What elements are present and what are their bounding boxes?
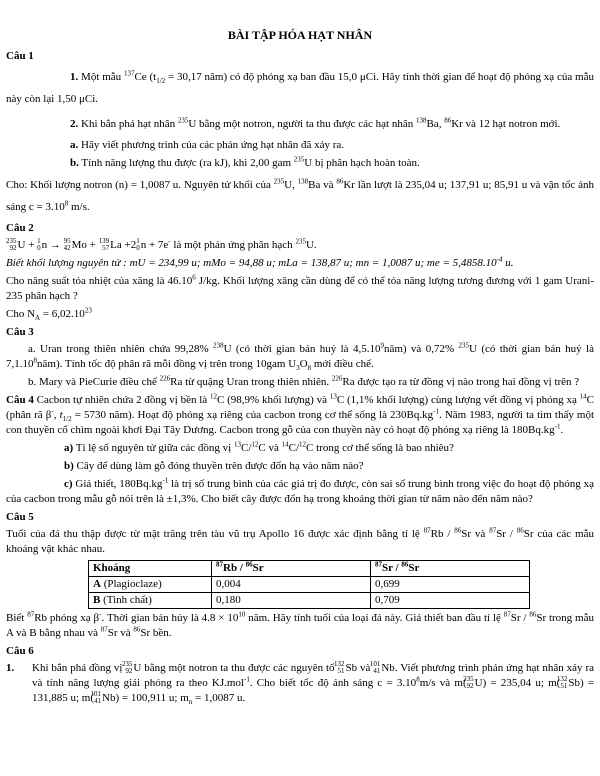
cau2-heading: Câu 2 [6, 222, 34, 234]
table-cell: 0,709 [371, 593, 530, 609]
cau3-b: b. Mary và PieCurie điều chế $^{226}$Ra từ quặng Uran trong thiên nhiên. $^{226}$Ra được tạo ra từ đồng vị nào trong hai đồng vị trên ? [28, 374, 580, 388]
cau6-q1: 1. Khi bắn phá đồng vị 235 92U bằng một notron ta thu được các nguyên tố 132 51Sb và 101 41Nb. Viết phương trình phản ứng hạt nhân xảy ra và tính năng lượng giải phóng ra theo KJ.mol$^{-1}$. Cho biết tốc độ ánh sáng $c = 3.10^8m/s$ và m(235 92U) = 235,04 u; m(132 51Sb) = 131,885 u; m(101 41Nb) = 100,911 u; $m_n = 1,0087$ u. [6, 660, 595, 707]
cau1-heading: Câu 1 [6, 50, 34, 62]
cau5-intro: Tuổi của đá thu thập được từ mặt trăng trên tàu vũ trụ Apollo 16 được xác định bằng tỉ lệ $^{87}$Rb / $^{86}$Sr và $^{87}$Sr / $^{86}$Sr của các mẫu khoáng vật khác nhau. [6, 526, 594, 555]
cau4-qb: b) Cây để dùng làm gỗ đóng thuyền trên được đốn hạ vào năm nào? [64, 460, 364, 472]
cau1-q1: 1. Một mẫu $^{137}$Ce ($t_{1/2} = 30,17$ năm) có độ phóng xạ ban đầu 15,0 μCi. Hãy tính thời gian để hoạt độ phóng xạ của mẫu này còn lại 1,50 μCi. [6, 69, 594, 105]
table-cell: A (Plagioclaze) [89, 577, 212, 593]
cau1-qb: b. Tính năng lượng thu được (ra kJ), khi 2,00 gam $^{235}$U bị phân hạch hoàn toàn. [70, 155, 420, 169]
page-title: BÀI TẬP HÓA HẠT NHÂN [227, 28, 373, 42]
cau3-a: a. Uran trong thiên nhiên chứa 99,28% $^{238}$U (có thời gian bán huỷ là 4,5.10$^9$năm) và 0,72% $^{235}$U (có thời gian bán huỷ là 7,1.10$^8$năm). Tính tốc độ phân rã mỗi đồng vị trên trong 10gam $U_3O_8$ mới điều chế. [6, 341, 594, 373]
table-cell: B (Tinh chất) [89, 593, 212, 609]
cau2-avogadro: Cho $N_A = 6,02.10^{23}$ [6, 306, 92, 323]
cau2-equation: 235 92U + 1 0n → 95 42Mo + 139 57La +21 0n + 7e- là một phản ứng phân hạch $^{235}$U. [6, 237, 317, 253]
cau5-after: Biết $^{87}$Rb phóng xạ β-. Thời gian bán hủy là $4.8 \times 10^{10}$ năm. Hãy tính tuổi của loại đá này. Giả thiết ban đầu tỉ lệ $^{87}$Sr / $^{86}$Sr trong mẫu A và B bằng nhau và $^{87}$Sr và $^{86}$Sr bền. [6, 610, 594, 639]
cau1-q2: 2. Khi bắn phá hạt nhân $^{235}$U bằng một notron, người ta thu được các hạt nhân $^{138}$Ba, $^{86}$Kr và 12 hạt notron mới. [70, 116, 561, 130]
cau5-heading: Câu 5 [6, 511, 34, 523]
cau4-heading: Câu 4 [6, 394, 34, 406]
table-header-row [89, 561, 530, 577]
cau1-qa: a. Hãy viết phương trình của các phản ứng hạt nhân đã xảy ra. [70, 139, 345, 151]
cau2-heat: Cho năng suất tỏa nhiệt của xăng là 46.10$^6$ J/kg. Khối lượng xăng cần dùng để có thể tỏa năng lượng tương đương với 1 gam Urani-235 phân hạch ? [6, 273, 594, 302]
cau4-qc: c) Giả thiết, $180Bq.kg^{-1}$ là trị số trung bình của các giá trị đo được, còn sai số trung bình trong việc đo hoạt độ phóng xạ của cacbon trong mẫu gỗ nói trên là ±1,3%. Cho biết cây được đốn hạ trong khoảng thời gian từ năm nào đến năm nào? [6, 476, 594, 505]
table-cell: 0,699 [371, 577, 530, 593]
cau1-given: Cho: Khối lượng notron (n) = 1,0087 u. Nguyên tử khối của $^{235}$U, $^{138}$Ba và $^{86}$Kr lần lượt là 235,04 u; 137,91 u; 85,91 u và vận tốc ánh sáng $c = 3.10^8$ m/s. [6, 177, 594, 213]
table-cell: 0,180 [212, 593, 371, 609]
cau4-qa: a) Tỉ lệ số nguyên tử giữa các đồng vị $^{13}$C/$^{12}$C và $^{14}$C/$^{12}$C trong cơ thể sống là bao nhiêu? [64, 440, 454, 454]
cau6-heading: Câu 6 [6, 645, 34, 657]
cau3-heading: Câu 3 [6, 326, 34, 338]
mineral-table [88, 560, 530, 609]
table-row [89, 593, 530, 609]
table-header-cell: Khoáng [89, 561, 212, 577]
table-cell: 0,004 [212, 577, 371, 593]
table-header-cell: $^{87}$Sr / $^{86}$Sr [371, 561, 530, 577]
cau2-masses: Biết khối lượng nguyên tử : mU = 234,99 u; mMo = 94,88 u; mLa = 138,87 u; mn = 1,0087 u; me = $5,4858.10^{-4}$ u. [6, 255, 514, 269]
table-row [89, 577, 530, 593]
table-header-cell: $^{87}$Rb / $^{86}$Sr [212, 561, 371, 577]
cau4-intro: Câu 4 Cacbon tự nhiên chứa 2 đồng vị bền là $^{12}$C (98,9% khối lượng) và $^{13}$C (1,1% khối lượng) cùng lượng vết đồng vị phóng xạ $^{14}$C (phân rã β-, $t_{1/2} = 5730$ năm). Hoạt độ phóng xạ riêng của cacbon trong cơ thể sống là $230Bq.kg^{-1}$. Năm 1983, người ta tìm thấy một con thuyền cổ chìm ngoài khơi Đại Tây Dương. Cacbon trong gỗ của con thuyền này có hoạt độ phóng xạ riêng là $180Bq.kg^{-1}$. [6, 392, 595, 436]
